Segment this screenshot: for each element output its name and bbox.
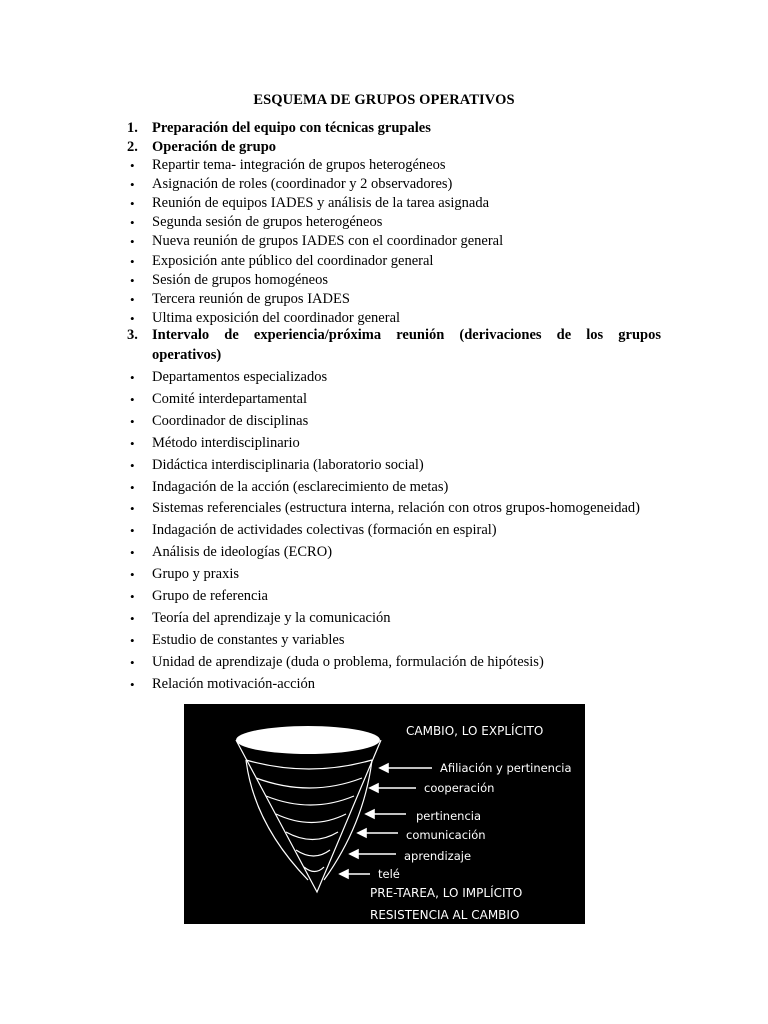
- bullet-icon: •: [130, 158, 135, 173]
- cone-ring-5: [286, 832, 338, 840]
- bullet-icon: •: [130, 654, 135, 670]
- bullet-icon: •: [130, 291, 135, 307]
- list-item-text: Sesión de grupos homogéneos: [152, 271, 328, 288]
- list-item-text: Indagación de actividades colectivas (formación en espiral): [152, 522, 497, 539]
- bullet-icon: •: [130, 676, 135, 692]
- item-number: 1.: [127, 120, 138, 136]
- diagram-bottom-label-2: RESISTENCIA AL CAMBIO: [370, 908, 520, 922]
- bullet-icon: •: [130, 215, 135, 231]
- item-text: Operación de grupo: [152, 139, 277, 155]
- cone-top-ellipse: [236, 726, 380, 754]
- item-text: Intervalo de experiencia/próxima reunión (derivaciones de los grupos: [152, 327, 661, 343]
- list-item-text: Método interdisciplinario: [152, 434, 300, 451]
- diagram-level-3: pertinencia: [416, 809, 482, 823]
- bullet-icon: •: [130, 479, 135, 495]
- list-item-text: Relación motivación-acción: [152, 675, 316, 692]
- list-item-text: Departamentos especializados: [152, 369, 328, 385]
- bullet-icon: •: [130, 413, 135, 429]
- bullet-icon: •: [130, 253, 135, 269]
- list-item-text: Análisis de ideologías (ECRO): [152, 544, 333, 561]
- list-item-text: Grupo y praxis: [152, 566, 239, 583]
- diagram-level-4: comunicación: [406, 828, 486, 842]
- cone-ring-3: [266, 796, 354, 805]
- list-item-text: Teoría del aprendizaje y la comunicación: [152, 609, 391, 626]
- cone-ring-2: [256, 778, 362, 788]
- bullet-icon: •: [130, 610, 135, 626]
- diagram-top-label: CAMBIO, LO EXPLÍCITO: [406, 724, 544, 738]
- list-item-text: Ultima exposición del coordinador general: [152, 309, 401, 326]
- bullet-icon: •: [130, 370, 135, 385]
- diagram-level-1: Afiliación y pertinencia: [440, 761, 572, 775]
- bullet-icon: •: [130, 501, 135, 517]
- list-item-text: Tercera reunión de grupos IADES: [152, 290, 350, 307]
- cone-ring-1: [246, 760, 372, 769]
- list-item-text: Indagación de la acción (esclarecimiento de metas): [152, 478, 449, 495]
- list-item-text: Unidad de aprendizaje (duda o problema, formulación de hipótesis): [152, 653, 544, 670]
- list-item-text: Sistemas referenciales (estructura interna, relación con otros grupos-homogeneidad): [152, 500, 640, 517]
- bullet-icon: •: [130, 310, 135, 326]
- bullet-icon: •: [130, 457, 135, 473]
- diagram-level-6: telé: [378, 867, 400, 881]
- list-item-text: Nueva reunión de grupos IADES con el coordinador general: [152, 233, 504, 250]
- cone-ring-4: [276, 814, 346, 823]
- list-item-text: Asignación de roles (coordinador y 2 observadores): [152, 176, 453, 193]
- list-item-text: Repartir tema- integración de grupos heterogéneos: [152, 157, 446, 173]
- bullet-icon: •: [130, 196, 135, 212]
- cone-diagram-svg: [184, 704, 585, 924]
- bullet-icon: •: [130, 272, 135, 288]
- list-item-text: Estudio de constantes y variables: [152, 631, 345, 648]
- item-text-continued: operativos): [152, 347, 222, 363]
- diagram-bottom-label-1: PRE-TAREA, LO IMPLÍCITO: [370, 886, 523, 900]
- item-number: 2.: [127, 139, 138, 155]
- list-item-text: Coordinador de disciplinas: [152, 412, 309, 429]
- bullet-icon: •: [130, 545, 135, 561]
- bullet-icon: •: [130, 567, 135, 583]
- list-item-text: Didáctica interdisciplinaria (laboratorio social): [152, 456, 424, 473]
- diagram-level-2: cooperación: [424, 781, 495, 795]
- list-item-text: Grupo de referencia: [152, 588, 268, 604]
- bullet-icon: •: [130, 234, 135, 250]
- list-item-text: Exposición ante público del coordinador general: [152, 252, 434, 269]
- bullet-icon: •: [130, 632, 135, 648]
- cone-ring-7: [304, 867, 324, 872]
- list-item-text: Comité interdepartamental: [152, 390, 308, 407]
- bullet-icon: •: [130, 391, 135, 407]
- list-item-text: Segunda sesión de grupos heterogéneos: [152, 214, 383, 231]
- item-text: Preparación del equipo con técnicas grupales: [152, 120, 431, 136]
- cone-inner-left: [246, 760, 308, 880]
- cone-ring-6: [296, 850, 330, 856]
- bullet-icon: •: [130, 523, 135, 539]
- item-number: 3.: [127, 327, 138, 343]
- diagram-level-5: aprendizaje: [404, 849, 472, 863]
- document-title: ESQUEMA DE GRUPOS OPERATIVOS: [253, 92, 515, 108]
- list-item-text: Reunión de equipos IADES y análisis de la tarea asignada: [152, 195, 490, 212]
- bullet-icon: •: [130, 589, 135, 604]
- group-cone-diagram: [184, 704, 585, 924]
- bullet-icon: •: [130, 435, 135, 451]
- bullet-icon: •: [130, 177, 135, 193]
